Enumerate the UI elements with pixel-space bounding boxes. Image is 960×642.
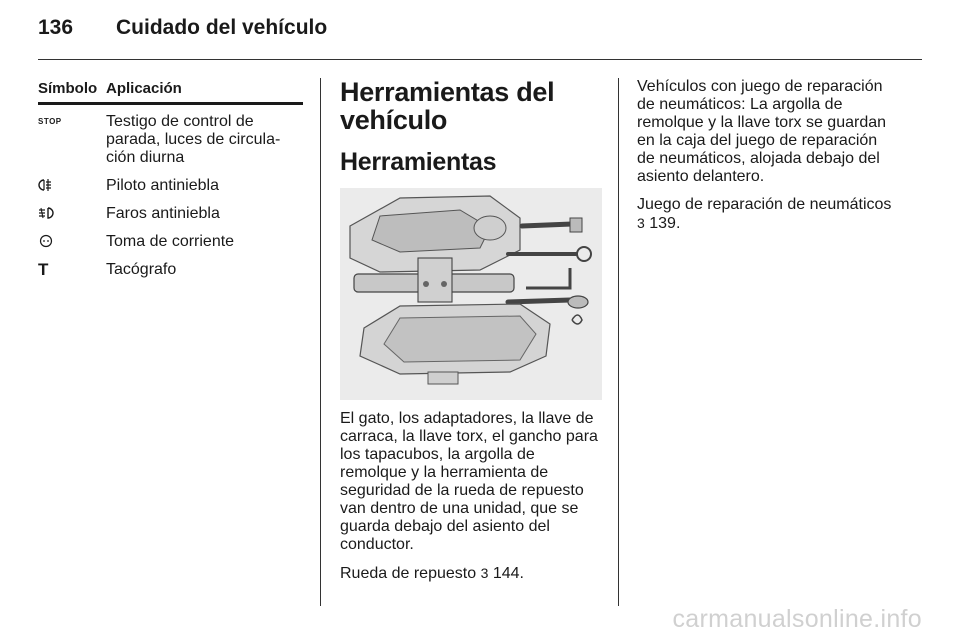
table-header-rule: [38, 102, 303, 105]
page-number: 136: [38, 16, 74, 39]
symbol-table: [38, 80, 303, 289]
front-fog-light-icon: [38, 205, 54, 221]
table-header: [38, 80, 303, 100]
cross-reference: [340, 564, 602, 583]
stop-icon: STOP: [38, 117, 62, 126]
power-outlet-icon: [38, 233, 54, 249]
row-application: Testigo de control de parada, luces de circula-ción diurna: [106, 113, 281, 166]
column-divider: [618, 78, 619, 606]
body-paragraph: El gato, los adaptadores, la llave de carraca, la llave torx, el gancho para los tapacubos, la argolla de remolque y la herramienta de seguridad de la rueda de repuesto van dentro de una unidad, que se guarda debajo del asiento del conductor.: [340, 410, 598, 553]
watermark: carmanualsonline.info: [672, 605, 922, 633]
tools-section: [340, 78, 602, 583]
page-title: Cuidado del vehículo: [116, 16, 328, 39]
header-rule: [38, 59, 922, 60]
table-row: [38, 261, 303, 279]
right-column: [637, 78, 899, 233]
table-row: [38, 205, 303, 223]
page-reference-arrow-icon: 3: [637, 215, 645, 231]
tool-kit-illustration: [340, 188, 602, 400]
body-paragraph: Vehículos con juego de reparación de neumáticos: La argolla de remolque y la llave torx se guardan en la caja del juego de reparación de neumáticos, alojada debajo del asiento delantero.: [637, 78, 887, 185]
reference-text: Rueda de repuesto: [340, 565, 477, 582]
column-header-symbol: Símbolo: [38, 80, 98, 97]
column-header-application: Aplicación: [106, 80, 182, 97]
cross-reference: [637, 196, 899, 233]
reference-page: 139.: [649, 215, 681, 232]
row-application: Piloto antiniebla: [106, 177, 219, 194]
rear-fog-light-icon: [38, 177, 54, 193]
section-heading: Herramientas del vehículo: [340, 77, 555, 135]
table-row: [38, 113, 303, 167]
page-reference-arrow-icon: 3: [480, 565, 489, 581]
reference-text: Juego de reparación de neumáticos: [637, 196, 892, 213]
subsection-heading: Herramientas: [340, 148, 497, 176]
table-row: [38, 233, 303, 251]
row-application: Faros antiniebla: [106, 205, 220, 222]
tachograph-icon: T: [38, 260, 49, 279]
page-header: [38, 16, 327, 40]
row-application: Tacógrafo: [106, 261, 177, 278]
reference-page: 144.: [492, 565, 524, 582]
column-divider: [320, 78, 321, 606]
table-row: [38, 177, 303, 195]
row-application: Toma de corriente: [106, 233, 235, 250]
